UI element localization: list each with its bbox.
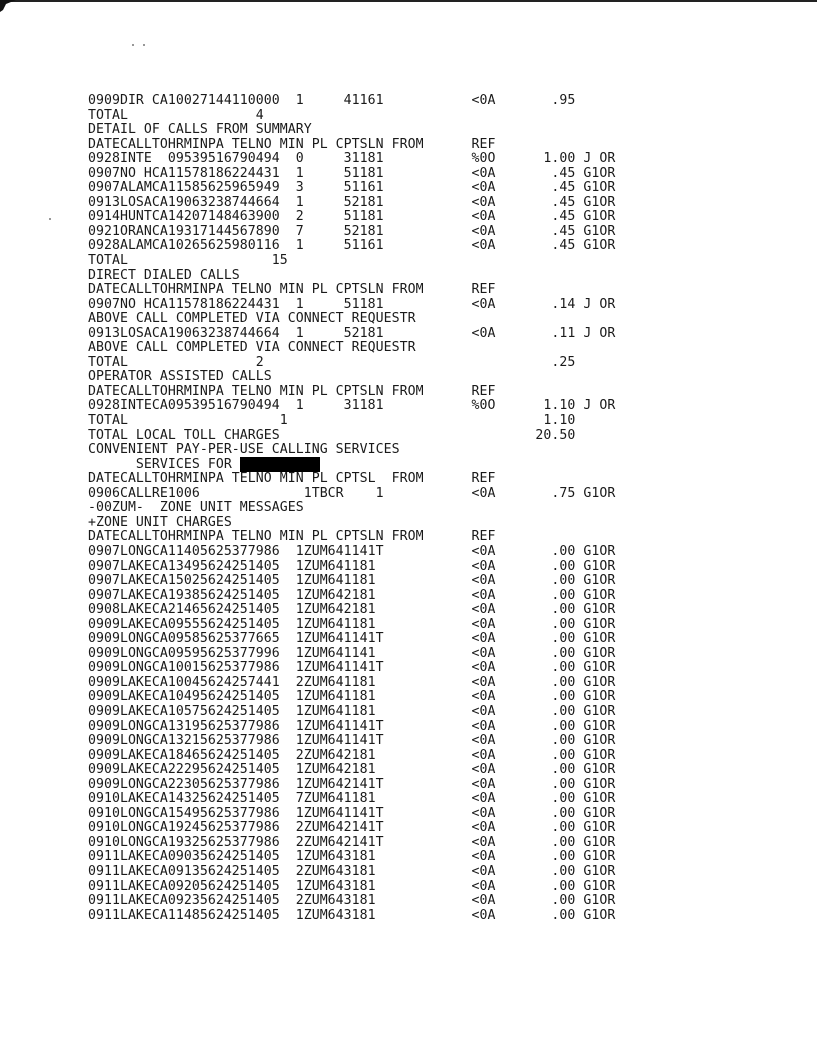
report-line: 0909LAKECA09555624251405 1ZUM641181 <0A .00 G1OR (88, 616, 616, 632)
scan-speck (132, 44, 134, 46)
report-line: 0909LONGCA13195625377986 1ZUM641141T <0A .00 G1OR (88, 718, 616, 734)
report-line: 0907LAKECA15025624251405 1ZUM641181 <0A .00 G1OR (88, 573, 616, 589)
report-line: 0907LONGCA11405625377986 1ZUM641141T <0A .00 G1OR (88, 543, 616, 559)
report-line: CONVENIENT PAY-PER-USE CALLING SERVICES (88, 442, 400, 458)
report-line: 0914HUNTCA14207148463900 2 51181 <0A .45 G1OR (88, 209, 616, 225)
report-line: 0907LAKECA13495624251405 1ZUM641181 <0A .00 G1OR (88, 558, 616, 574)
billing-report (88, 94, 615, 923)
report-line: 0913LOSACA19063238744664 1 52181 <0A .45 G1OR (88, 194, 616, 210)
report-line: 0909LAKECA18465624251405 2ZUM642181 <0A .00 G1OR (88, 747, 616, 763)
report-line: TOTAL 2 .25 (88, 354, 576, 370)
report-line: 0910LAKECA14325624251405 7ZUM641181 <0A .00 G1OR (88, 791, 616, 807)
report-line: TOTAL 15 (88, 253, 288, 269)
report-line: +ZONE UNIT CHARGES (88, 514, 232, 530)
report-line: DATECALLTOHRMINPA TELNO MIN PL CPTSLN FROM REF (88, 529, 496, 545)
scan-corner-mark (0, 0, 16, 12)
report-line: DETAIL OF CALLS FROM SUMMARY (88, 122, 312, 138)
report-line: -00ZUM- ZONE UNIT MESSAGES (88, 500, 304, 516)
report-line: 0908LAKECA21465624251405 1ZUM642181 <0A .00 G1OR (88, 602, 616, 618)
report-line: 0909LONGCA22305625377986 1ZUM642141T <0A .00 G1OR (88, 776, 616, 792)
report-line: 0909LAKECA22295624251405 1ZUM642181 <0A .00 G1OR (88, 762, 616, 778)
report-line: 0907NO HCA11578186224431 1 51181 <0A .45 G1OR (88, 165, 616, 181)
report-line: 0907LAKECA19385624251405 1ZUM642181 <0A .00 G1OR (88, 587, 616, 603)
report-line: 0911LAKECA09205624251405 1ZUM643181 <0A .00 G1OR (88, 878, 616, 894)
report-line: 0906CALLRE1006 1TBCR 1 <0A .75 G1OR (88, 485, 616, 501)
report-line: SERVICES FOR (88, 458, 615, 473)
report-line: 0909LONGCA13215625377986 1ZUM641141T <0A .00 G1OR (88, 733, 616, 749)
report-line: 0911LAKECA11485624251405 1ZUM643181 <0A .00 G1OR (88, 907, 616, 923)
report-line: DATECALLTOHRMINPA TELNO MIN PL CPTSLN FROM REF (88, 383, 496, 399)
report-line: TOTAL LOCAL TOLL CHARGES 20.50 (88, 427, 576, 443)
report-line: 0909LAKECA10045624257441 2ZUM641181 <0A .00 G1OR (88, 674, 616, 690)
redaction-block (240, 457, 320, 472)
report-line: 0907ALAMCA11585625965949 3 51161 <0A .45 G1OR (88, 180, 616, 196)
report-line: 0907NO HCA11578186224431 1 51181 <0A .14 J OR (88, 296, 616, 312)
report-line: 0911LAKECA09235624251405 2ZUM643181 <0A .00 G1OR (88, 893, 616, 909)
report-line: 0910LONGCA19325625377986 2ZUM642141T <0A .00 G1OR (88, 834, 616, 850)
report-line: DATECALLTOHRMINPA TELNO MIN PL CPTSLN FROM REF (88, 136, 496, 152)
report-line: 0911LAKECA09035624251405 1ZUM643181 <0A .00 G1OR (88, 849, 616, 865)
report-line: DATECALLTOHRMINPA TELNO MIN PL CPTSL FROM REF (88, 471, 496, 487)
report-line: 0910LONGCA15495625377986 1ZUM641141T <0A .00 G1OR (88, 805, 616, 821)
report-line: 0909LAKECA10575624251405 1ZUM641181 <0A .00 G1OR (88, 703, 616, 719)
report-line: 0921ORANCA19317144567890 7 52181 <0A .45 G1OR (88, 223, 616, 239)
report-line: ABOVE CALL COMPLETED VIA CONNECT REQUESTR (88, 311, 416, 327)
report-line: DATECALLTOHRMINPA TELNO MIN PL CPTSLN FROM REF (88, 282, 496, 298)
report-line: 0913LOSACA19063238744664 1 52181 <0A .11 J OR (88, 325, 616, 341)
report-line: ABOVE CALL COMPLETED VIA CONNECT REQUESTR (88, 340, 416, 356)
report-line: 0910LONGCA19245625377986 2ZUM642141T <0A .00 G1OR (88, 820, 616, 836)
report-line: 0909LAKECA10495624251405 1ZUM641181 <0A .00 G1OR (88, 689, 616, 705)
report-line: 0911LAKECA09135624251405 2ZUM643181 <0A .00 G1OR (88, 863, 616, 879)
page-top-edge (0, 0, 817, 2)
report-line: 0909DIR CA10027144110000 1 41161 <0A .95 (88, 93, 576, 108)
report-line: TOTAL 4 (88, 107, 264, 123)
report-line: 0928ALAMCA10265625980116 1 51161 <0A .45 G1OR (88, 238, 616, 254)
report-line: 0928INTECA09539516790494 1 31181 %0O 1.10 J OR (88, 398, 616, 414)
scan-speck (49, 218, 51, 220)
report-line: 0928INTE 09539516790494 0 31181 %0O 1.00 J OR (88, 151, 616, 167)
scan-speck (143, 44, 145, 46)
report-line: OPERATOR ASSISTED CALLS (88, 369, 272, 385)
report-line: 0909LONGCA09585625377665 1ZUM641141T <0A .00 G1OR (88, 631, 616, 647)
report-line: DIRECT DIALED CALLS (88, 267, 240, 283)
report-line: 0909LONGCA09595625377996 1ZUM641141 <0A .00 G1OR (88, 645, 616, 661)
report-line: 0909LONGCA10015625377986 1ZUM641141T <0A .00 G1OR (88, 660, 616, 676)
report-line: TOTAL 1 1.10 (88, 413, 576, 429)
